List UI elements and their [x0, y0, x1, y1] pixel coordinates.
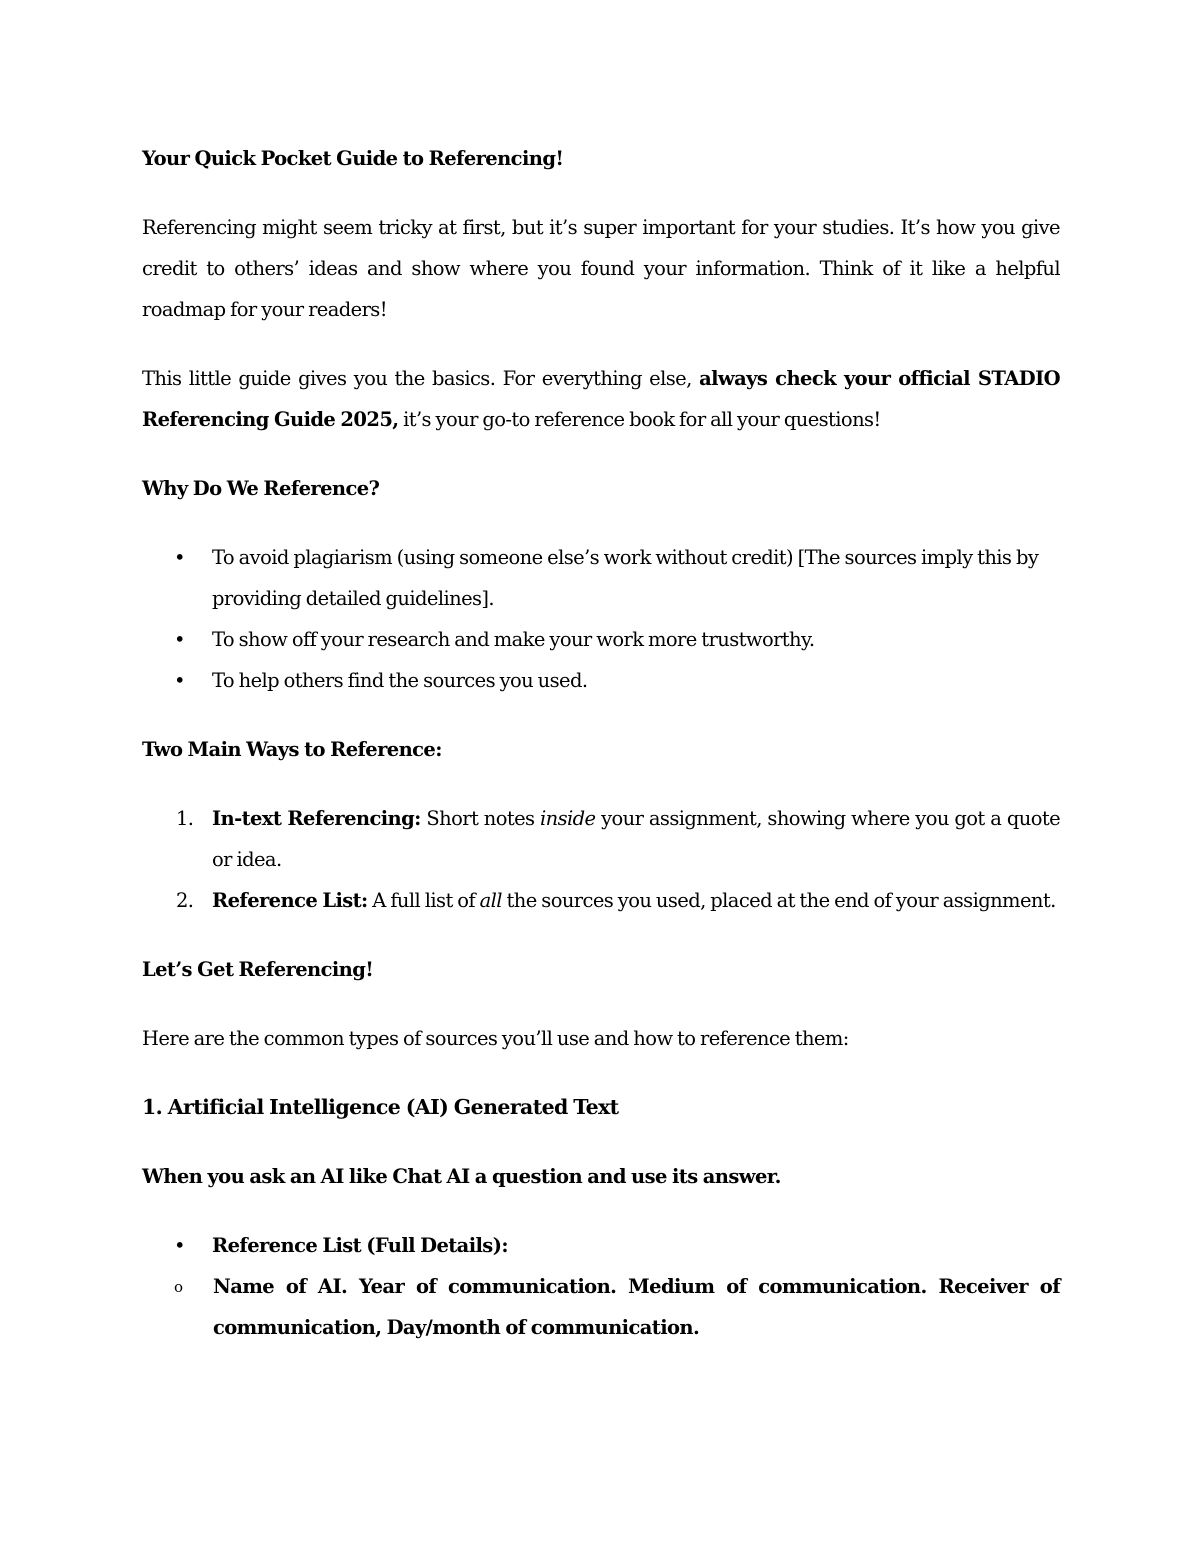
ways-heading: Two Main Ways to Reference: [142, 738, 442, 761]
reference-list-label: Reference List (Full Details): [212, 1234, 508, 1257]
ai-section-subheading: When you ask an AI like Chat AI a question and use its answer. [142, 1165, 781, 1188]
list-item [142, 1225, 1060, 1348]
why-heading: Why Do We Reference? [142, 477, 380, 500]
list-item [142, 880, 1060, 921]
sub-list-item [142, 1266, 1060, 1348]
ai-reference-list [142, 1225, 1060, 1348]
list-number: 2. [176, 889, 194, 912]
document-title: Your Quick Pocket Guide to Referencing! [142, 147, 564, 170]
ways-list [142, 798, 1060, 921]
list-item [142, 798, 1060, 880]
list-item: • To avoid plagiarism (using someone else’s work without credit) [The sources imply this by providing detailed guidelines]. [142, 537, 1060, 619]
sub-list-item-text: Name of AI. Year of communication. Medium of communication. Receiver of communication, Day/month of communication. [213, 1275, 1060, 1339]
list-number: 1. [176, 807, 194, 830]
list-item: • To show off your research and make your work more trustworthy. [142, 619, 1060, 660]
list-item-text: A full list of [367, 889, 480, 912]
why-list [142, 537, 1060, 701]
ai-reference-sublist [212, 1266, 1060, 1348]
common-types-paragraph: Here are the common types of sources you’ll use and how to reference them: [142, 1027, 849, 1050]
ai-section-heading: 1. Artificial Intelligence (AI) Generated Text [142, 1095, 619, 1119]
lets-go-heading: Let’s Get Referencing! [142, 958, 374, 981]
list-item-emphasis: inside [540, 807, 596, 830]
list-item-label: In-text Referencing: [212, 807, 421, 830]
list-item-text: Short notes [420, 807, 541, 830]
list-item: • To help others find the sources you used. [142, 660, 1060, 701]
guide-note-pre: This little guide gives you the basics. For everything else, [142, 367, 700, 390]
list-item-emphasis: all [479, 889, 502, 912]
guide-note-post: it’s your go-to reference book for all your questions! [398, 408, 881, 431]
list-item-label: Reference List: [212, 889, 368, 912]
list-item-text: the sources you used, placed at the end of your assignment. [501, 889, 1056, 912]
intro-paragraph: Referencing might seem tricky at first, but it’s super important for your studies. It’s how you give credit to others’ ideas and show where you found your information. Think of it like a helpful roadmap for your readers! [142, 216, 1060, 321]
guide-note-emphasis: always check your official STADIO Referencing Guide 2025, [142, 367, 1060, 431]
list-item-text: your assignment, showing where you got a quote or idea. [212, 807, 1061, 871]
document-body [142, 138, 1060, 1348]
guide-note-paragraph [142, 358, 1060, 440]
